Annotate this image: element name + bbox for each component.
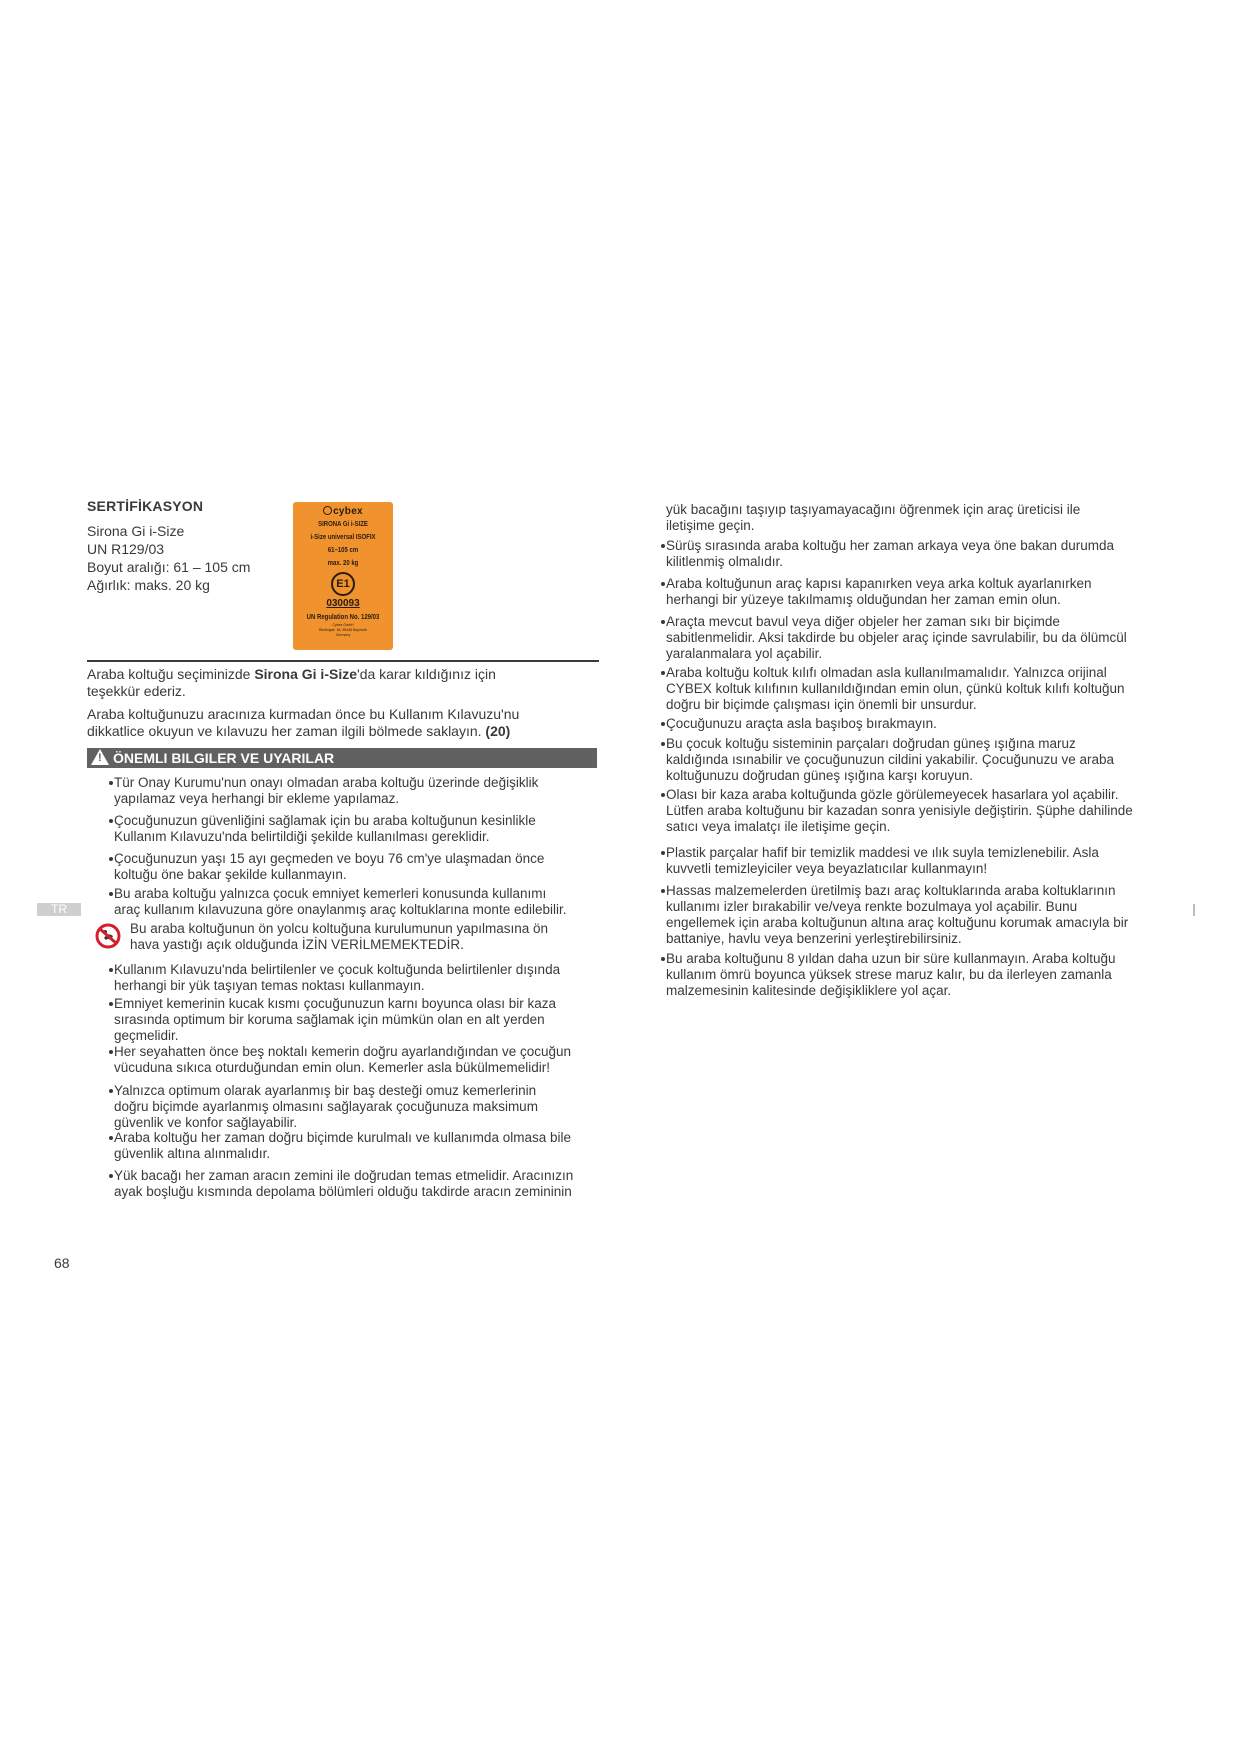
- warnings-title: ÖNEMLI BILGILER VE UYARILAR: [113, 750, 335, 766]
- warning-icon: !: [91, 749, 109, 765]
- certification-weight: Ağırlık: maks. 20 kg: [87, 577, 210, 593]
- list-item: [114, 775, 614, 807]
- list-item-line: Kullanım Kılavuzu'nda belirtilenler ve çocuk koltuğunda belirtilenler dışında: [114, 962, 561, 977]
- continuation-text: iletişime geçin.: [666, 518, 755, 533]
- list-item-line: Kullanım Kılavuzu'nda belirtildiği şekilde kullanılması gereklidir.: [114, 829, 490, 844]
- bullet-icon: [661, 793, 665, 797]
- figure-reference: (20): [485, 723, 511, 739]
- list-item-line: yaralanmalara yol açabilir.: [666, 646, 823, 661]
- list-item-line: vücuduna sıkıca oturduğundan emin olun. Kemerler asla bükülmemelidir!: [114, 1060, 550, 1075]
- bullet-icon: [109, 857, 113, 861]
- list-item-line: koltuğu öne bakar şekilde kullanmayın.: [114, 867, 347, 882]
- list-item-line: Bu araba koltuğunu 8 yıldan daha uzun bir süre kullanmayın. Araba koltuğu: [666, 951, 1116, 966]
- bullet-icon: [109, 781, 113, 785]
- label-regulation: UN Regulation No. 129/03: [306, 612, 380, 621]
- list-item-line: Emniyet kemerinin kucak kısmı çocuğunuzun karnı boyunca olası bir kaza: [114, 996, 556, 1011]
- list-item-line: Yük bacağı her zaman aracın zemini ile doğrudan temas etmelidir. Aracınızın: [114, 1168, 574, 1183]
- list-item-line: Her seyahatten önce beş noktalı kemerin doğru ayarlandığından ve çocuğun: [114, 1044, 572, 1059]
- intro-text: dikkatlice okuyun ve kılavuzu her zaman ilgili bölmede saklayın.: [87, 723, 486, 739]
- certification-title: SERTİFİKASYON: [87, 498, 204, 514]
- cybex-logo-icon: [323, 506, 332, 515]
- intro-paragraph-2: [87, 706, 599, 740]
- list-item: [666, 736, 1176, 784]
- e1-mark-icon: E1: [331, 572, 355, 596]
- list-item-line: Sürüş sırasında araba koltuğu her zaman arkaya veya öne bakan durumda: [666, 538, 1115, 553]
- list-item: [114, 1044, 614, 1076]
- list-item: [666, 576, 1176, 608]
- intro-paragraph-1: [87, 666, 599, 700]
- list-item-line: Araçta mevcut bavul veya diğer objeler her zaman sıkı bir biçimde: [666, 614, 1060, 629]
- list-item: [666, 845, 1176, 877]
- label-small-text: Cybex GmbH: [332, 623, 354, 627]
- bullet-icon: [661, 742, 665, 746]
- list-item-line: herhangi bir yüzeye takılmamış olduğundan her zaman emin olun.: [666, 592, 1061, 607]
- list-item-line: araç kullanım kılavuzuna göre onaylanmış araç koltuklarına monte edilebilir.: [114, 902, 567, 917]
- intro-text: 'da karar kıldığınız için: [357, 666, 496, 682]
- list-item: [114, 813, 614, 845]
- bullet-icon: [109, 1174, 113, 1178]
- list-item: [666, 614, 1176, 662]
- list-item-line: ayak boşluğu kısmında depolama bölümleri olduğu takdirde aracın zemininin: [114, 1184, 572, 1199]
- intro-text: teşekkür ederiz.: [87, 683, 186, 699]
- list-item-line: kuvvetli temizleyiciler veya beyazlatıcılar kullanmayın!: [666, 861, 988, 876]
- list-item-line: Araba koltuğu koltuk kılıfı olmadan asla kullanılmamalıdır. Yalnızca orijinal: [666, 665, 1107, 680]
- left-warnings-list: [114, 775, 614, 1215]
- right-warnings-list: [666, 538, 1176, 1008]
- list-item-line: Plastik parçalar hafif bir temizlik maddesi ve ılık suyla temizlenebilir. Asla: [666, 845, 1099, 860]
- list-item-line: engellemek için araba koltuğunun altına araç koltuğunu korumak amacıyla bir: [666, 915, 1129, 930]
- list-item: [114, 962, 614, 994]
- bullet-icon: [661, 620, 665, 624]
- label-line: i-Size universal ISOFIX: [310, 532, 376, 541]
- list-item-line: malzemesinin kalitesinde değişikliklere yol açar.: [666, 983, 952, 998]
- list-item-line: geçmelidir.: [114, 1028, 179, 1043]
- bullet-icon: [109, 1089, 113, 1093]
- approval-label-image: [293, 502, 393, 650]
- list-item: [114, 1130, 614, 1162]
- list-item: [666, 716, 1176, 732]
- list-item: [666, 787, 1176, 835]
- bullet-icon: [661, 544, 665, 548]
- list-item: [114, 1083, 614, 1131]
- list-item-line: herhangi bir yük taşıyan temas noktası kullanmayın.: [114, 978, 425, 993]
- intro-text: Araba koltuğu seçiminizde: [87, 666, 255, 682]
- page-number: 68: [54, 1255, 70, 1271]
- list-item-line: Bu araba koltuğunun ön yolcu koltuğuna kurulumunun yapılmasına ön: [130, 921, 549, 936]
- list-item: [114, 851, 614, 883]
- bullet-icon: [661, 671, 665, 675]
- list-item: [100, 921, 600, 953]
- list-item-line: satıcı veya imalatçı ile iletişime geçin.: [666, 819, 891, 834]
- certification-product: Sirona Gi i-Size: [87, 523, 185, 539]
- list-item-line: battaniye, havlu veya benzerini yerleştirebilirsiniz.: [666, 931, 962, 946]
- list-item-line: Hassas malzemelerden üretilmiş bazı araç koltuklarında araba koltuklarının: [666, 883, 1116, 898]
- label-approval-number: 030093: [326, 598, 360, 609]
- bullet-icon: [661, 851, 665, 855]
- list-item-line: Araba koltuğu her zaman doğru biçimde kurulmalı ve kullanımda olmasa bile: [114, 1130, 571, 1145]
- list-item-line: kilitlenmiş olmalıdır.: [666, 554, 784, 569]
- list-item: [114, 1168, 614, 1200]
- product-name: Sirona Gi i-Size: [254, 666, 358, 682]
- bullet-icon: [109, 892, 113, 896]
- bullet-icon: [109, 1050, 113, 1054]
- continuation-text: yük bacağını taşıyıp taşıyamayacağını öğrenmek için araç üreticisi ile: [666, 502, 1081, 517]
- bullet-icon: [661, 957, 665, 961]
- list-item-line: doğru bir biçimde çalışması için önemli bir unsurdur.: [666, 697, 977, 712]
- list-item-line: Tür Onay Kurumu'nun onayı olmadan araba koltuğu üzerinde değişiklik: [114, 775, 539, 790]
- label-small-text: Riedingstr. 18, 95448 Bayreuth: [318, 628, 368, 632]
- bullet-icon: [661, 582, 665, 586]
- list-item-line: Çocuğunuzu araçta asla başıboş bırakmayın.: [666, 716, 937, 731]
- label-brand: cybex: [333, 506, 363, 517]
- list-item: [114, 996, 614, 1044]
- warnings-header: [87, 748, 597, 768]
- section-divider: [87, 660, 599, 662]
- label-line: max. 20 kg: [327, 558, 359, 567]
- label-small-text: Germany: [335, 633, 351, 637]
- intro-text: Araba koltuğunuzu aracınıza kurmadan önce bu Kullanım Kılavuzu'nu: [87, 706, 520, 722]
- bullet-icon: [661, 722, 665, 726]
- list-item: [666, 951, 1176, 999]
- list-item-line: doğru biçimde ayarlanmış olmasını sağlayarak çocuğunuza maksimum: [114, 1099, 538, 1114]
- list-item-line: yapılamaz veya herhangi bir ekleme yapılamaz.: [114, 791, 400, 806]
- bullet-icon: [109, 968, 113, 972]
- list-item-line: kullanım ömrü boyunca yüksek strese maruz kalır, bu da ilerleyen zamanla: [666, 967, 1112, 982]
- certification-details: [87, 522, 250, 594]
- list-item-line: Bu araba koltuğu yalnızca çocuk emniyet kemerleri konusunda kullanımı: [114, 886, 547, 901]
- list-item-line: Olası bir kaza araba koltuğunda gözle görülemeyecek hasarlara yol açabilir.: [666, 787, 1119, 802]
- list-item-line: hava yastığı açık olduğunda İZİN VERİLMEMEKTEDİR.: [130, 937, 464, 952]
- right-continuation: [666, 502, 1171, 534]
- list-item-line: Araba koltuğunun araç kapısı kapanırken veya arka koltuk ayarlanırken: [666, 576, 1092, 591]
- list-item-line: koltuğunuzu doğrudan güneş ışığına karşı koruyun.: [666, 768, 973, 783]
- list-item-line: sabitlenmelidir. Aksi takdirde bu objeler araç içinde savrulabilir, bu da ölümcül: [666, 630, 1127, 645]
- language-tab: TR: [37, 903, 81, 916]
- list-item-line: sırasında optimum bir koruma sağlamak için mümkün olan en alt yerden: [114, 1012, 545, 1027]
- list-item-line: güvenlik ve konfor sağlayabilir.: [114, 1115, 298, 1130]
- list-item: [114, 886, 614, 918]
- bullet-icon: [109, 1002, 113, 1006]
- label-line: 61–105 cm: [327, 545, 359, 554]
- list-item-line: CYBEX koltuk kılıfının kullanıldığından emin olun, çünkü koltuk kılıfı koltuğun: [666, 681, 1125, 696]
- bullet-icon: [661, 889, 665, 893]
- list-item-line: Çocuğunuzun yaşı 15 ayı geçmeden ve boyu 76 cm'ye ulaşmadan önce: [114, 851, 545, 866]
- no-airbag-icon: [95, 923, 121, 949]
- list-item: [666, 883, 1176, 947]
- certification-regulation: UN R129/03: [87, 541, 165, 557]
- list-item-line: güvenlik altına alınmalıdır.: [114, 1146, 271, 1161]
- list-item-line: Yalnızca optimum olarak ayarlanmış bir baş desteği omuz kemerlerinin: [114, 1083, 537, 1098]
- label-line: SIRONA Gi i-SIZE: [318, 519, 368, 528]
- list-item: [666, 538, 1176, 570]
- list-item-line: kullanımı izler bırakabilir ve/veya renkte bozulmaya yol açabilir. Bunu: [666, 899, 1078, 914]
- list-item-line: Bu çocuk koltuğu sisteminin parçaları doğrudan güneş ışığına maruz: [666, 736, 1076, 751]
- list-item-line: kaldığında ısınabilir ve çocuğunuzun cildini yakabilir. Çocuğunuzu ve araba: [666, 752, 1115, 767]
- list-item-line: Çocuğunuzun güvenliğini sağlamak için bu araba koltuğunun kesinlikle: [114, 813, 536, 828]
- list-item-line: Lütfen araba koltuğunu bir kazadan sonra yenisiyle değiştirin. Şüphe dahilinde: [666, 803, 1133, 818]
- list-item: [666, 665, 1176, 713]
- certification-size-range: Boyut aralığı: 61 – 105 cm: [87, 559, 251, 575]
- page-edge-marker: [1193, 904, 1195, 916]
- bullet-icon: [109, 819, 113, 823]
- bullet-icon: [109, 1136, 113, 1140]
